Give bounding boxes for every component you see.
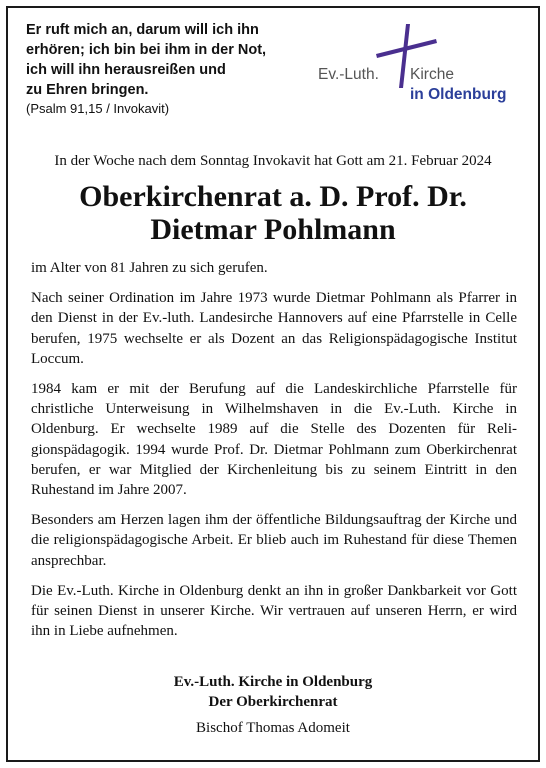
paragraph: 1984 kam er mit der Berufung auf die Landeskirchliche Pfarrstelle für christliche Unterweisung in Wilhelmshaven in die Ev.-Luth. Kirche in Oldenburg. Er wechselte 1989 auf die Stelle des Dozenten für Religionspädagogik. 1994 wurde Prof. Dr. Dietmar Pohlmann zum Oberkirchenrat berufen, er war Mitglied der Kirchenleitung bis zu seinem Eintritt in den Ruhestand im Jahre 2007.	[31, 381, 517, 499]
verse-line: ich will ihn herausreißen und	[26, 62, 226, 78]
verse-line: zu Ehren bringen.	[26, 82, 149, 98]
intro-line: In der Woche nach dem Sonntag Invokavit hat Gott am 21. Februar 2024	[54, 153, 492, 169]
paragraph: Nach seiner Ordination im Jahre 1973 wurde Dietmar Pohlmann als Pfarrer in den Dienst in der Ev.-luth. Landesirche Hannovers auf eine Pfarrstelle in Celle berufen, 1975 wechselte er als Dozent an das Religionspädagogische Institut Loccum.	[31, 290, 517, 367]
name-full: Dietmar Pohlmann	[150, 213, 396, 246]
logo-text-kirche: Kirche	[410, 66, 454, 83]
signature-person: Bischof Thomas Adomeit	[196, 720, 350, 736]
signature-body: Der Oberkirchenrat	[208, 694, 338, 710]
verse-line: Er ruft mich an, darum will ich ihn	[26, 22, 259, 38]
paragraph: Die Ev.-Luth. Kirche in Oldenburg denkt an ihn in großer Dankbarkeit vor Gott für seinen Dienst in unserer Kirche. Wir vertrauen auf unseren Herrn, er wird ihn in Liebe aufnehmen.	[31, 582, 517, 640]
obituary-text	[31, 258, 517, 651]
logo-text-oldenburg: in Oldenburg	[410, 86, 507, 103]
bible-verse	[26, 20, 326, 117]
name-title: Oberkirchenrat a. D. Prof. Dr.	[79, 180, 467, 213]
signature-block	[0, 672, 546, 738]
paragraph: im Alter von 81 Jahren zu sich gerufen.	[31, 260, 268, 276]
verse-source: (Psalm 91,15 / Invokavit)	[26, 101, 170, 116]
paragraph: Besonders am Herzen lagen ihm der öffentliche Bildungsauftrag der Kirche und die religionspädagogische Arbeit. Er blieb auch im Ruhestand für diese Themen ansprechbar.	[31, 512, 517, 569]
verse-line: erhören; ich bin bei ihm in der Not,	[26, 42, 267, 58]
logo-text-evluth: Ev.-Luth.	[318, 66, 379, 83]
deceased-name	[0, 180, 546, 246]
church-logo	[318, 20, 528, 112]
signature-org: Ev.-Luth. Kirche in Oldenburg	[173, 674, 373, 690]
